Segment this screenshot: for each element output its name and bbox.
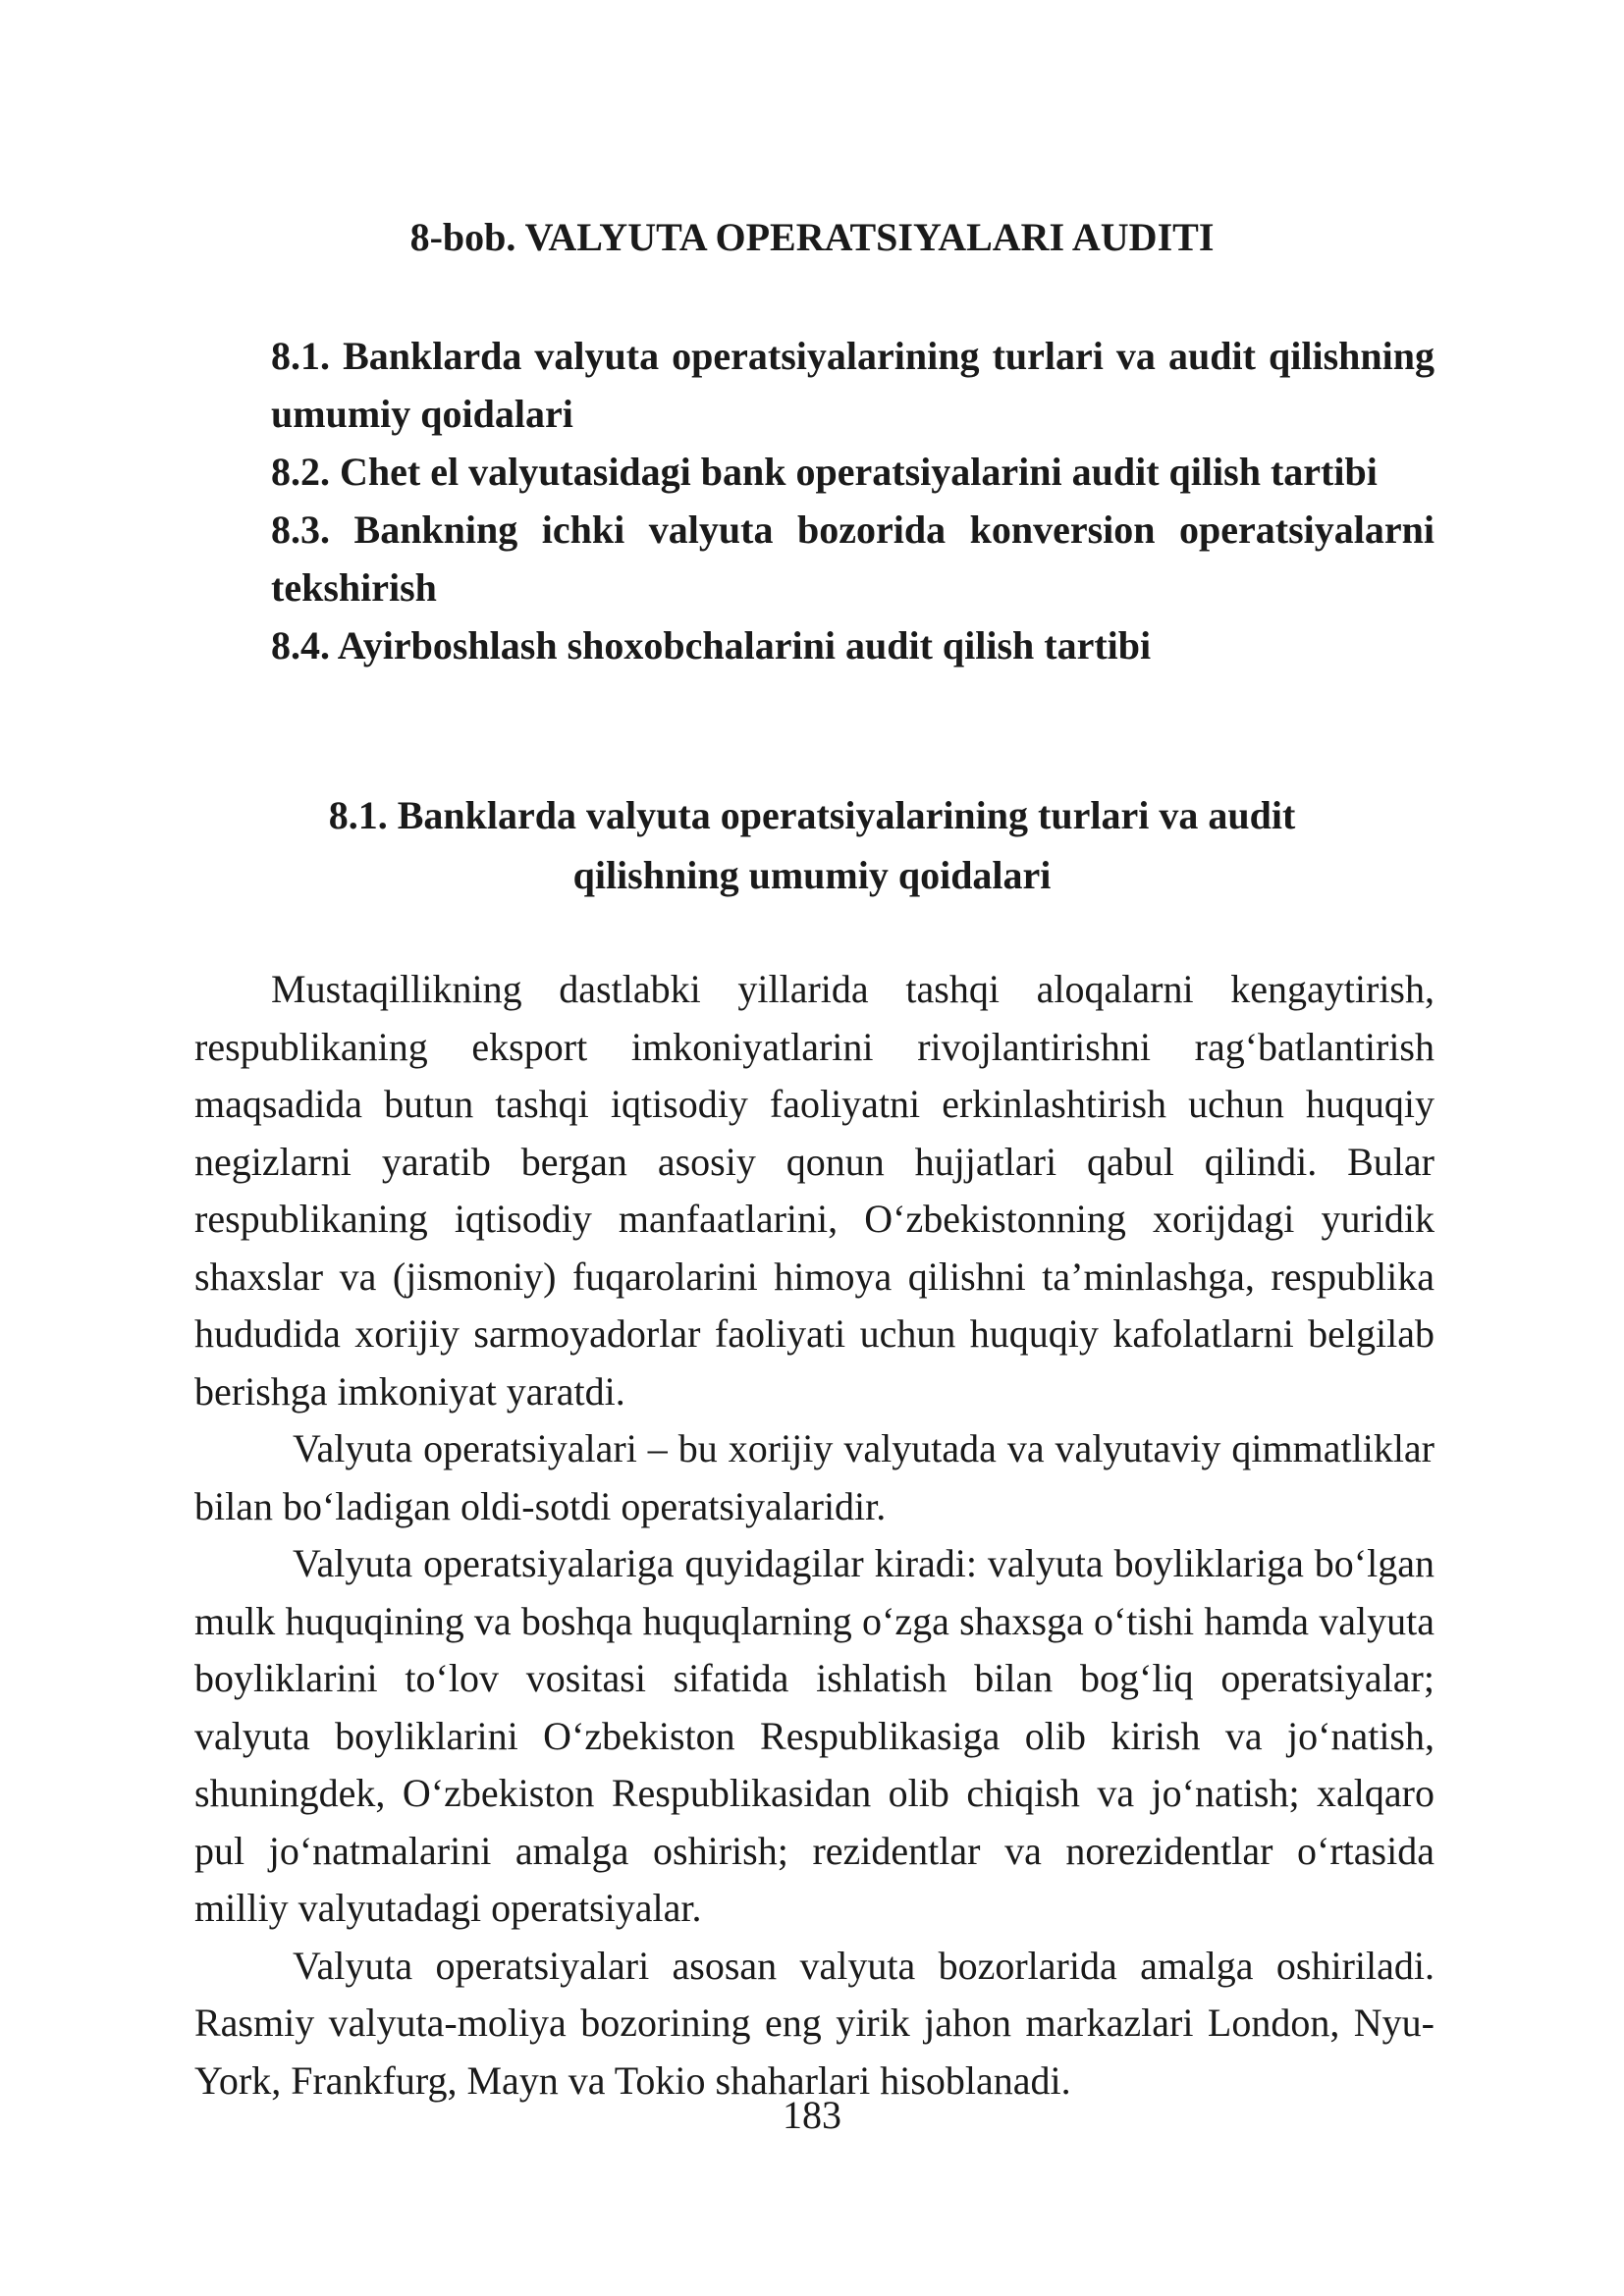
paragraph: Valyuta operatsiyalariga quyidagilar kiradi: valyuta boyliklariga bo‘lgan mulk huquqining va boshqa huquqlarning o‘zga shaxsga o‘tishi hamda valyuta boyliklarini to‘lov vositasi sifatida ishlatish bilan bog‘liq operatsiyalar; valyuta boyliklarini O‘zbekiston Respublikasiga olib kirish va jo‘natish, shuningdek, O‘zbekiston Respublikasidan olib chiqish va jo‘natish; xalqaro pul jo‘natmalarini amalga oshirish; rezidentlar va norezidentlar o‘rtasida milliy valyutadagi operatsiyalar.	[194, 1541, 1435, 1930]
body-text	[194, 961, 1435, 2109]
page-number: 183	[783, 2093, 841, 2137]
toc-item-8-2: 8.2. Chet el valyutasidagi bank operatsiyalarini audit qilish tartibi	[271, 450, 1378, 494]
paragraph: Mustaqillikning dastlabki yillarida tashqi aloqalarni kengaytirish, respublikaning eksport imkoniyatlarini rivojlantirishni rag‘batlantirish maqsadida butun tashqi iqtisodiy faoliyatni erkinlashtirish uchun huquqiy negizlarni yaratib bergan asosiy qonun hujjatlari qabul qilindi. Bular respublikaning iqtisodiy manfaatlarini, O‘zbekistonning xorijdagi yuridik shaxslar va (jismoniy) fuqarolarini himoya qilishni ta’minlashga, respublika hududida xorijiy sarmoyadorlar faoliyati uchun huquqiy kafolatlarni belgilab berishga imkoniyat yaratdi.	[194, 967, 1435, 1414]
section-title	[0, 785, 1624, 905]
paragraph: Valyuta operatsiyalari asosan valyuta bozorlarida amalga oshiriladi. Rasmiy valyuta-moliya bozorining eng yirik jahon markazlari London, Nyu-York, Frankfurg, Mayn va Tokio shaharlari hisoblanadi.	[194, 1943, 1435, 2103]
paragraph: Valyuta operatsiyalari – bu xorijiy valyutada va valyutaviy qimmatliklar bilan bo‘ladigan oldi-sotdi operatsiyalaridir.	[194, 1426, 1435, 1528]
section-title-line-2: qilishning umumiy qoidalari	[572, 853, 1052, 897]
section-title-line-1: 8.1. Banklarda valyuta operatsiyalarining turlari va audit	[328, 793, 1296, 837]
table-of-contents	[271, 327, 1435, 674]
toc-item-8-4: 8.4. Ayirboshlash shoxobchalarini audit qilish tartibi	[271, 623, 1152, 667]
chapter-title: 8-bob. VALYUTA OPERATSIYALARI AUDITI	[409, 215, 1215, 259]
toc-item-8-1: 8.1. Banklarda valyuta operatsiyalarining turlari va audit qilishning umumiy qoidalari	[271, 334, 1435, 436]
toc-item-8-3: 8.3. Bankning ichki valyuta bozorida konversion operatsiyalarni tekshirish	[271, 507, 1435, 610]
